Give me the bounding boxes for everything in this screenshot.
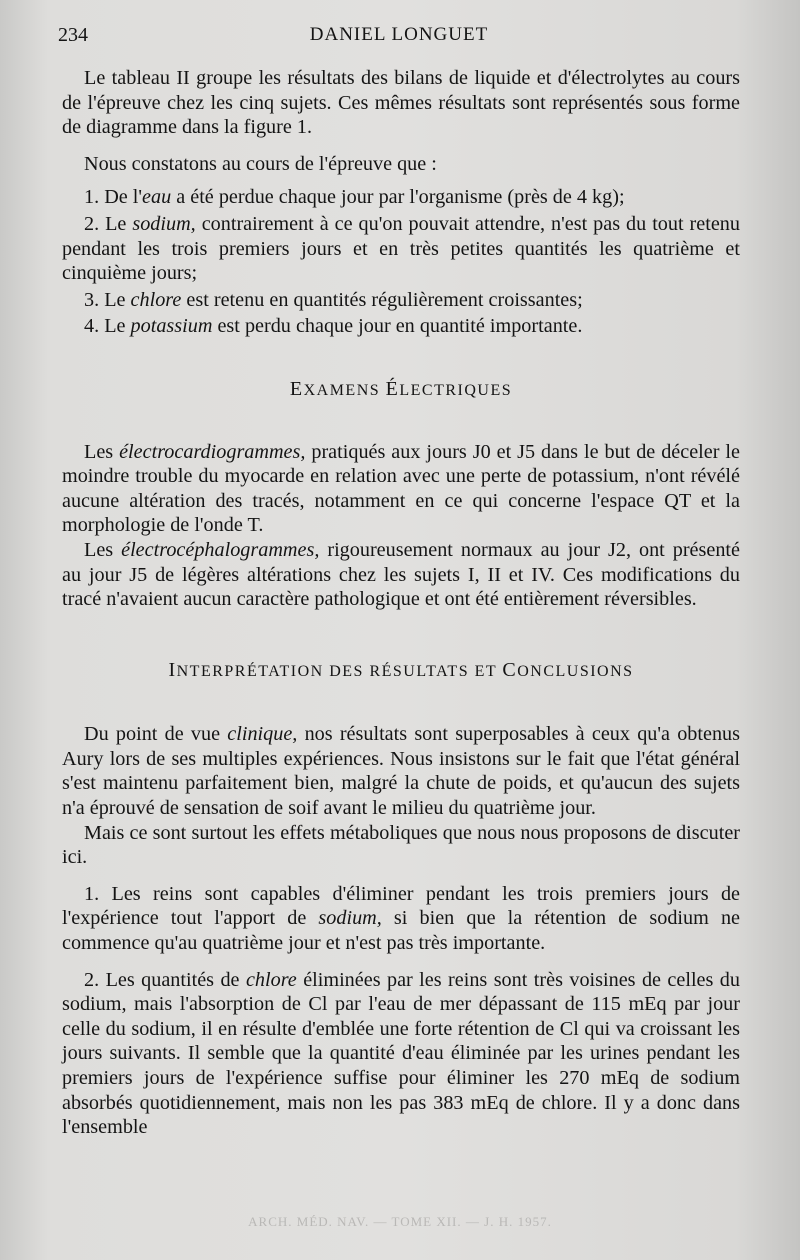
clinical-paragraph: Du point de vue clinique, nos résultats sont superposables à ceux qu'a obtenus Aury lors de ses multiples expériences. Nous insistons sur le fait que l'état général s'est maintenu parfaitement bien, malgré la chute de poids, et qu'aucun des sujets n'a éprouvé de sensation de soif avant le milieu du quatrième jour.	[62, 723, 740, 820]
eeg-paragraph: Les électrocéphalogrammes, rigoureusement normaux au jour J2, ont présenté au jour J5 de légères altérations chez les sujets I, II et IV. Ces modifications du tracé n'avaient aucun caractère pathologique et ont été entièrement réversibles.	[62, 538, 741, 611]
finding-item-2: 2. Le sodium, contrairement à ce qu'on pouvait attendre, n'est pas du tout retenu pendant les trois premiers jours et en très petites quantités les quatrième et cinquième jours;	[62, 212, 740, 285]
page-number: 234	[58, 24, 88, 46]
ecg-paragraph: Les électrocardiogrammes, pratiqués aux jours J0 et J5 dans le but de déceler le moindre trouble du myocarde en relation avec une perte de potassium, n'ont révélé aucune altération des tracés, notamment en ce qui concerne l'espace QT et la morphologie de l'onde T.	[62, 440, 740, 537]
finding-item-1: 1. De l'eau a été perdue chaque jour par l'organisme (près de 4 kg);	[84, 186, 625, 209]
intro-paragraph: Le tableau II groupe les résultats des bilans de liquide et d'électrolytes au cours de l'épreuve chez les cinq sujets. Ces mêmes résultats sont représentés sous forme de diagramme dans la figure 1.	[62, 67, 740, 139]
page-header	[58, 24, 740, 50]
section-heading-interpretation: INTERPRÉTATION DES RÉSULTATS ET CONCLUSIONS	[168, 658, 634, 681]
finding-item-3: 3. Le chlore est retenu en quantités régulièrement croissantes;	[84, 288, 583, 311]
body-text	[62, 66, 740, 1140]
faint-footer-text: ARCH. MÉD. NAV. — TOME XII. — J. H. 1957.	[248, 1214, 552, 1229]
sodium-paragraph: 1. Les reins sont capables d'éliminer pendant les trois premiers jours de l'expérience tout l'apport de sodium, si bien que la rétention de sodium ne commence qu'au quatrième jour et n'est pas très importante.	[62, 882, 741, 955]
finding-item-4: 4. Le potassium est perdu chaque jour en quantité importante.	[84, 315, 583, 338]
section-heading-examens: EXAMENS ÉLECTRIQUES	[289, 377, 513, 400]
intro-lead: Nous constatons au cours de l'épreuve que :	[84, 152, 437, 175]
chlore-paragraph: 2. Les quantités de chlore éliminées par les reins sont très voisines de celles du sodium, mais l'absorption de Cl par l'eau de mer dépassant de 115 mEq par jour celle du sodium, il en résulte d'emblée une forte rétention de Cl qui va croissant les jours suivants. Il semble que la quantité d'eau éliminée par les urines pendant les premiers jours de l'expérience suffise pour éliminer les 270 mEq de sodium absorbés quotidiennement, mais non les pas 383 mEq de chlore. Il y a donc dans l'ensemble	[62, 968, 740, 1139]
metabolic-paragraph: Mais ce sont surtout les effets métaboliques que nous nous proposons de discuter ici.	[62, 821, 740, 869]
running-title: DANIEL LONGUET	[309, 24, 489, 45]
